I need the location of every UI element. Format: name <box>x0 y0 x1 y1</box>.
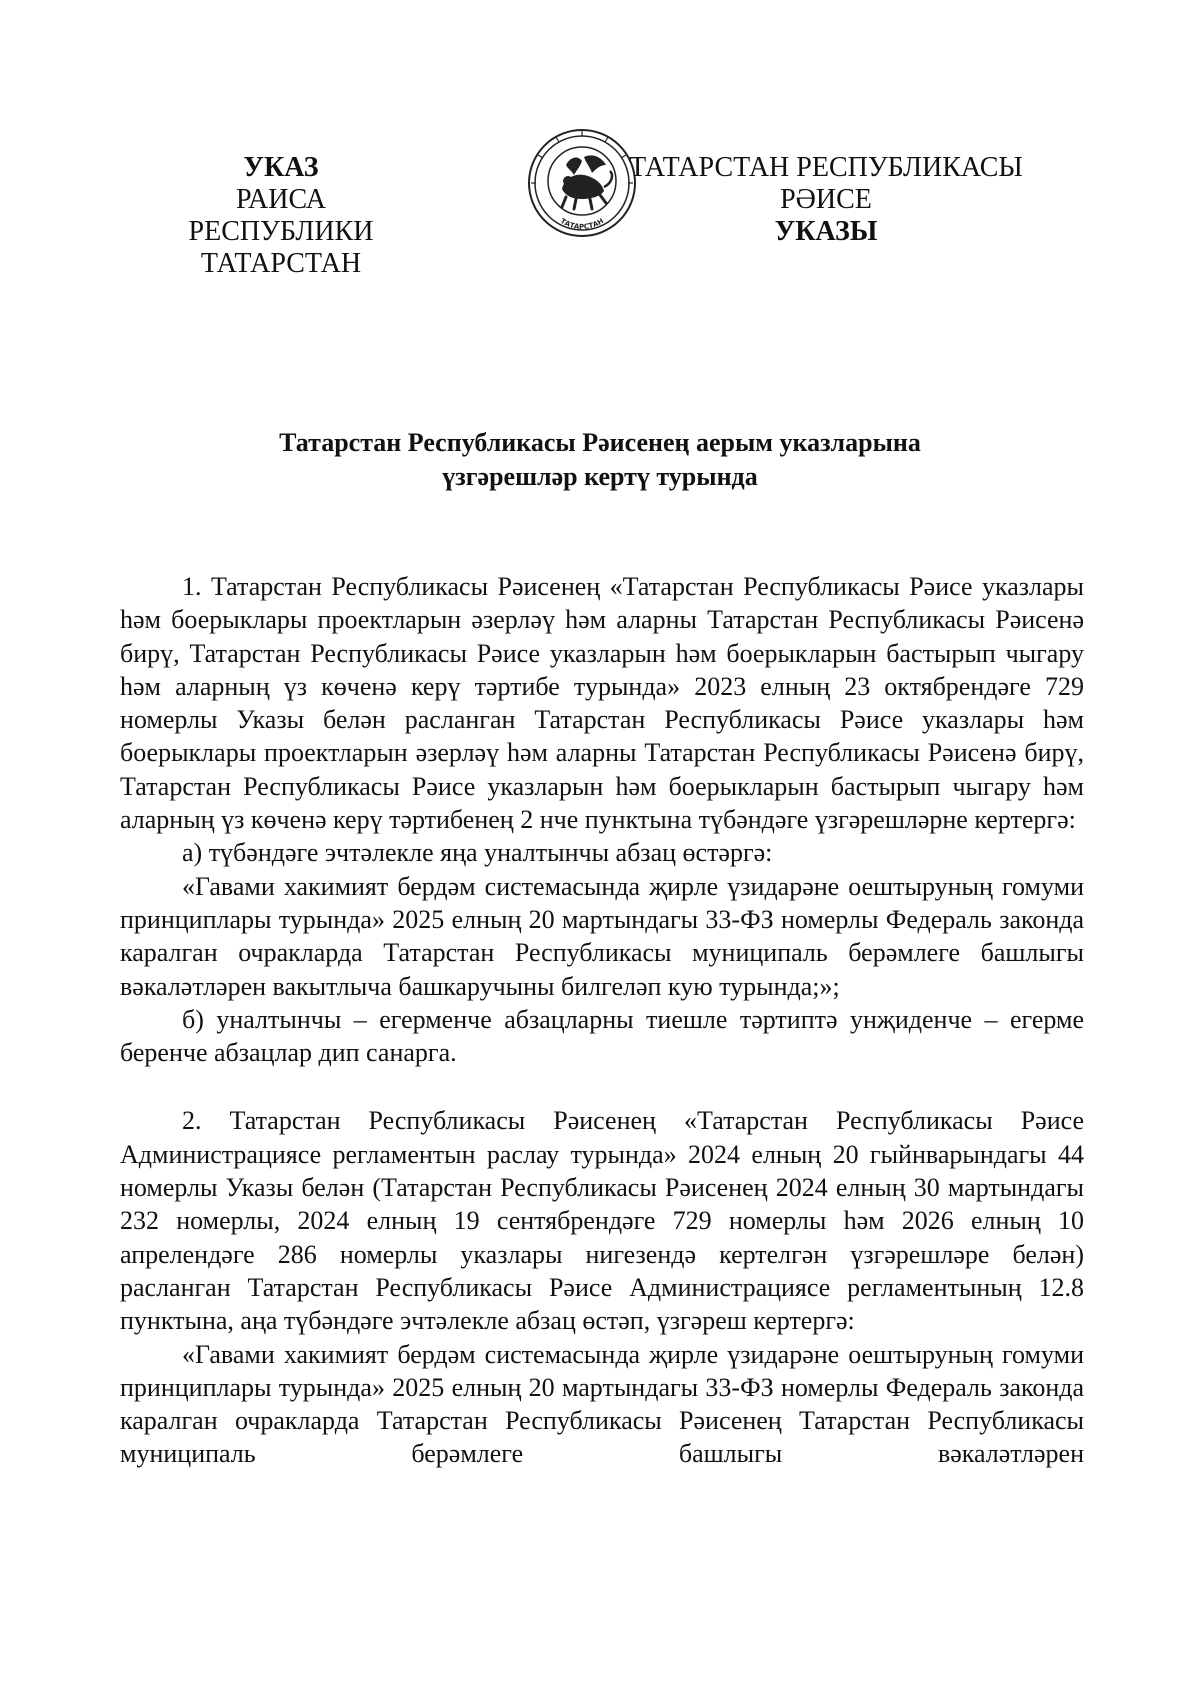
header-right-line1: ТАТАРСТАН РЕСПУБЛИКАСЫ <box>629 152 1023 183</box>
header-left-line2: РАИСА <box>236 184 326 215</box>
header-left-line3: РЕСПУБЛИКИ ТАТАРСТАН <box>188 216 374 279</box>
paragraph-2: 2. Татарстан Республикасы Рәисенең «Татарстан Республикасы Рәисе Администрациясе регламентын раслау турында» 2024 елның 20 гыйнварындагы 44 номерлы Указы белән (Татарстан Республикасы Рәисенең 2024 елның 30 мартындагы 232 номерлы, 2024 елның 19 сентябрендәге 729 номерлы һәм 2026 елның 10 апрелендәге 286 номерлы указлары нигезендә кертелгән үзгәрешләре белән) расланган Татарстан Республикасы Рәисе Администрациясе регламентының 12.8 пунктына, аңа түбәндәге эчтәлекле абзац өстәп, үзгәреш кертергә: <box>120 1106 1084 1336</box>
header-left-block <box>112 152 450 280</box>
paragraph-1a: а) түбәндәге эчтәлекле яңа уналтынчы абзац өстәргә: <box>182 838 773 868</box>
paragraph-1b: б) уналтынчы – егерменче абзацларны тиешле тәртиптә унҗиденче – егерме беренче абзацлар дип санарга. <box>120 1004 1084 1068</box>
header-left-line1: УКАЗ <box>243 152 319 183</box>
header-right-line2: РӘИСЕ <box>780 184 872 215</box>
title-line2: үзгәрешләр кертү турында <box>442 462 758 491</box>
document-body <box>120 570 1084 1471</box>
header-right-line3: УКАЗЫ <box>774 216 878 247</box>
document-title <box>112 426 1088 494</box>
paragraph-1: 1. Татарстан Республикасы Рәисенең «Татарстан Республикасы Рәисе указлары һәм боерыклары проектларын әзерләү һәм аларны Татарстан Республикасы Рәисенә бирү, Татарстан Республикасы Рәисе указларын һәм боерыкларын бастырып чыгару һәм аларның үз көченә керү тәртибе турында» 2023 елның 23 октябрендәге 729 номерлы Указы белән расланган Татарстан Республикасы Рәисе указлары һәм боерыклары проектларын әзерләү һәм аларны Татарстан Республикасы Рәисенә бирү, Татарстан Республикасы Рәисе указларын һәм боерыкларын бастырып чыгару һәм аларның үз көченә керү тәртибенең 2 нче пунктына түбәндәге үзгәрешләрне кертергә: <box>120 572 1084 835</box>
paragraph-2-quote: «Гавами хакимият бердәм системасында җирле үзидарәне оештыруның гомуми принциплары турында» 2025 елның 20 мартындагы 33-ФЗ номерлы Федераль законда каралган очракларда Татарстан Республикасы Рәисенең Татарстан Республикасы муниципаль берәмлеге башлыгы вәкаләтләрен <box>120 1339 1084 1469</box>
header-right-block <box>610 152 1042 248</box>
paragraph-1a-quote: «Гавами хакимият бердәм системасында җирле үзидарәне оештыруның гомуми принциплары турында» 2025 елның 20 мартындагы 33-ФЗ номерлы Федераль законда каралган очракларда Татарстан Республикасы муниципаль берәмлеге башлыгы вәкаләтләрен вакытлыча башкаручыны билгеләп кую турында;»; <box>120 871 1084 1001</box>
emblem-text: ТАТАРСТАН <box>558 216 606 232</box>
title-line1: Татарстан Республикасы Рәисенең аерым указларына <box>279 428 921 457</box>
